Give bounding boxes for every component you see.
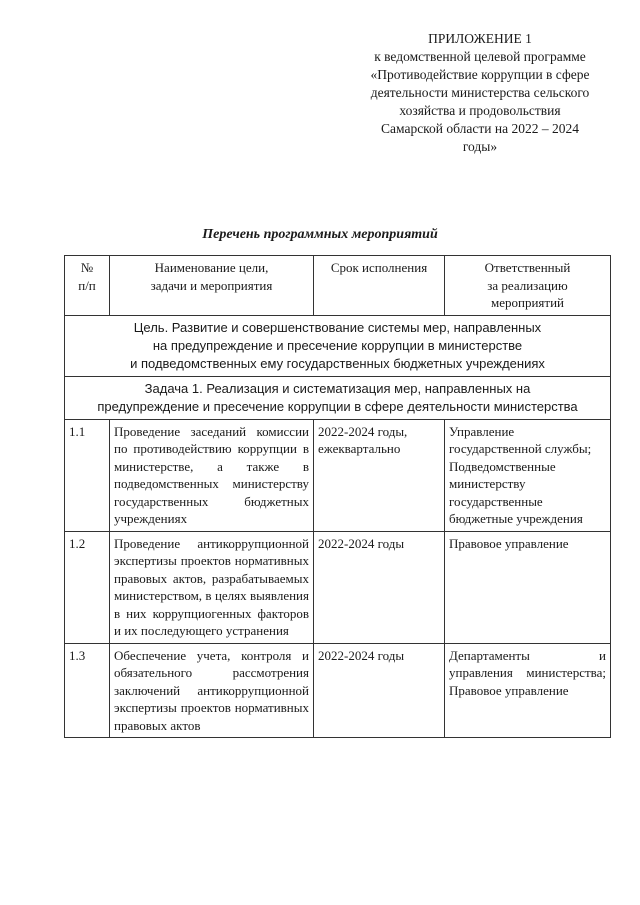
goal-row — [65, 315, 611, 376]
appendix-line: годы» — [462, 139, 498, 154]
task-row — [65, 376, 611, 419]
header-term-line: Срок исполнения — [330, 260, 428, 275]
header-name — [110, 256, 314, 316]
goal-line: на предупреждение и пресечение коррупции в министерстве — [152, 337, 523, 353]
row-term: 2022-2024 годы — [314, 531, 445, 643]
page-title: Перечень программных мероприятий — [202, 227, 438, 242]
row-name: Проведение антикоррупционной экспертизы проектов нормативных правовых актов, разрабатываемых министерством, в целях выявления в них коррупциогенных факторов и их последующего устранения — [110, 531, 314, 643]
appendix-line: ПРИЛОЖЕНИЕ 1 — [428, 31, 532, 46]
row-name: Обеспечение учета, контроля и обязательного рассмотрения заключений антикоррупционной экспертизы проектов нормативных правовых актов — [110, 643, 314, 738]
appendix-header — [340, 30, 620, 156]
row-resp: Департаменты и управления министерства; Правовое управление — [445, 643, 611, 738]
appendix-line: «Противодействие коррупции в сфере — [370, 67, 590, 82]
appendix-line: Самарской области на 2022 – 2024 — [381, 121, 579, 136]
goal-line: и подведомственных ему государственных бюджетных учреждениях — [130, 355, 545, 371]
table-row — [65, 419, 611, 531]
row-num: 1.1 — [65, 419, 110, 531]
measures-table — [64, 255, 611, 738]
header-term — [314, 256, 445, 316]
header-num-line: № — [80, 260, 94, 275]
table-header-row — [65, 256, 611, 316]
task-cell — [65, 376, 611, 419]
task-line: Задача 1. Реализация и систематизация мер, направленных на — [144, 380, 531, 396]
header-resp — [445, 256, 611, 316]
appendix-line: деятельности министерства сельского — [370, 85, 590, 100]
appendix-line: хозяйства и продовольствия — [399, 103, 561, 118]
header-name-line: Наименование цели, — [154, 260, 269, 275]
row-num: 1.3 — [65, 643, 110, 738]
header-resp-line: мероприятий — [491, 295, 564, 310]
goal-line: Цель. Развитие и совершенствование системы мер, направленных — [133, 319, 542, 335]
header-resp-line: Ответственный — [484, 260, 571, 275]
row-resp: Правовое управление — [445, 531, 611, 643]
appendix-line: к ведомственной целевой программе — [374, 49, 586, 64]
header-name-line: задачи и мероприятия — [150, 277, 273, 293]
row-name: Проведение заседаний комиссии по противодействию коррупции в министерстве, а также в подведомственных министерству государственных бюджетных учреждениях — [110, 419, 314, 531]
header-num — [65, 256, 110, 316]
row-resp: Управление государственной службы; Подведомственные министерству государственные бюджетные учреждения — [445, 419, 611, 531]
task-line: предупреждение и пресечение коррупции в сфере деятельности министерства — [97, 398, 578, 414]
row-num: 1.2 — [65, 531, 110, 643]
goal-cell — [65, 315, 611, 376]
row-term: 2022-2024 годы, ежеквартально — [314, 419, 445, 531]
table-row — [65, 643, 611, 738]
table-row — [65, 531, 611, 643]
header-resp-line: за реализацию — [487, 277, 568, 293]
header-num-line: п/п — [78, 277, 96, 293]
row-term: 2022-2024 годы — [314, 643, 445, 738]
